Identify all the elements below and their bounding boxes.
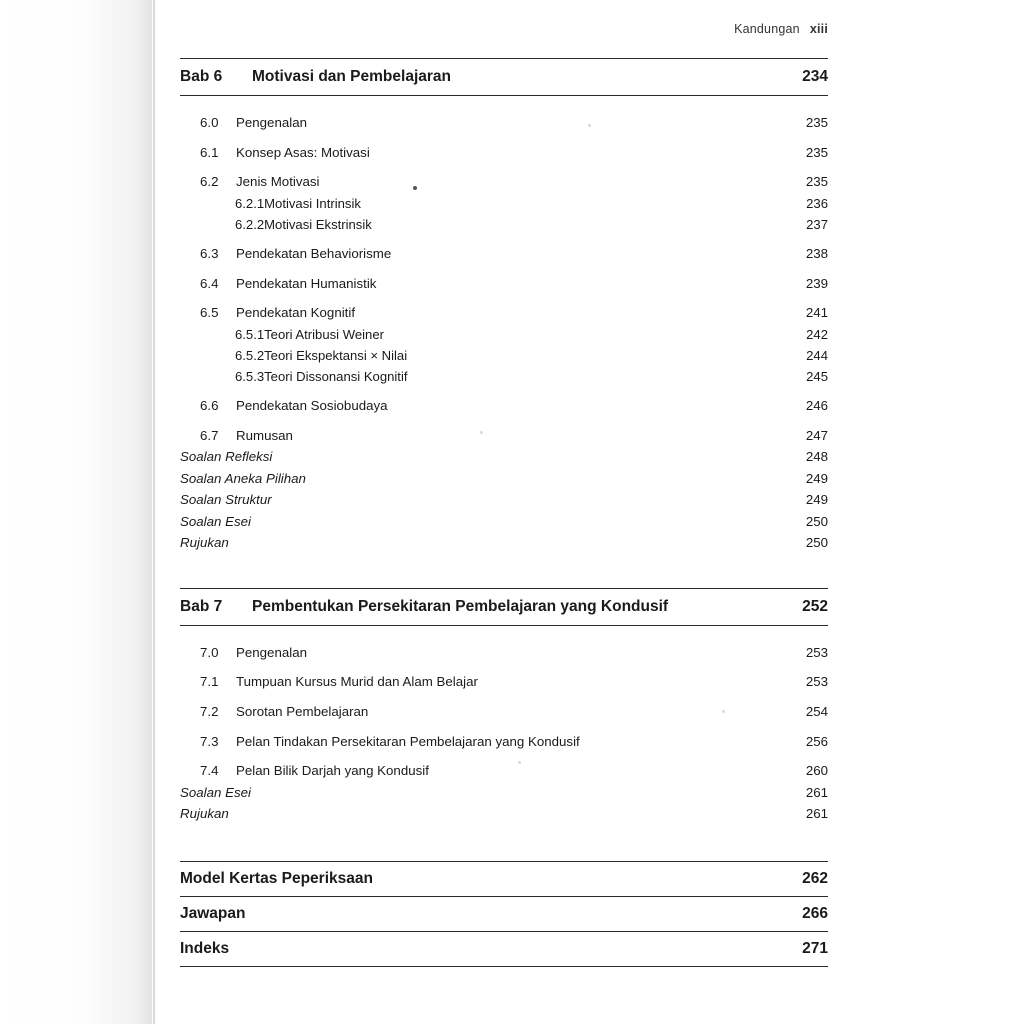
toc-entry-number: 6.3 [200,246,219,261]
toc-entry [180,760,828,782]
back-matter-row [180,861,828,897]
toc-entry-page: 256 [805,733,828,749]
toc-entry [180,731,828,753]
back-matter-title: Indeks [180,939,230,957]
back-matter-list [180,861,828,967]
back-matter-page: 266 [802,904,828,922]
toc-entry-label: Tumpuan Kursus Murid dan Alam Belajar [236,674,478,690]
toc-entry-page: 235 [805,144,828,160]
toc-entry-label: Pengenalan [236,644,307,660]
toc-entry-label: Pengenalan [236,115,307,130]
toc-entry-page: 250 [805,513,828,529]
toc-entry [180,142,828,164]
section-gap [180,560,828,588]
toc-entry-number: 7.1 [200,674,219,690]
toc-entry [180,446,828,468]
scan-speckle [413,186,417,190]
toc-entry-label: Rumusan [236,427,293,443]
toc-entry-number: 7.3 [200,733,219,749]
toc-entry-label: Soalan Aneka Pilihan [180,470,306,486]
scan-speckle [588,124,591,127]
toc-entry-number: 7.4 [200,763,219,779]
toc-entry [180,395,828,417]
toc-entry-page: 248 [805,449,828,465]
toc-entry-page: 246 [805,398,828,414]
toc-entry-label: Teori Atribusi Weiner [264,326,384,342]
toc-entry-page: 241 [805,305,828,321]
toc-entry [180,468,828,490]
toc-entry-page: 253 [805,644,828,660]
chapter-block [180,58,828,554]
toc-entry-page: 249 [805,492,828,508]
toc-entry-label: Soalan Refleksi [180,449,273,465]
toc-entry-label: Jenis Motivasi [236,174,320,190]
toc-entry [180,171,828,193]
toc-entry-number: 6.5 [200,305,219,321]
toc-subentry [180,345,828,366]
toc-entry-label: Pelan Bilik Darjah yang Kondusif [236,763,429,779]
toc-entry-number: 6.2.1 [235,195,265,211]
toc-entry-page: 242 [806,326,828,342]
toc-subentry [180,324,828,345]
toc-entry [180,243,828,265]
toc-entry-page: 260 [805,763,828,779]
toc-entry-page: 244 [806,347,828,363]
toc-entry-label: Pendekatan Humanistik [236,275,377,291]
toc-entry [180,511,828,533]
toc-entry [180,112,828,134]
toc-entry-label: Motivasi Ekstrinsik [264,216,372,232]
toc-entry-label: Motivasi Intrinsik [264,195,361,211]
toc-entry [180,671,828,693]
toc-subentry [180,366,828,387]
toc-entry-label: Teori Ekspektansi × Nilai [264,347,408,363]
toc-entry-page: 249 [805,470,828,486]
toc-entry-page: 236 [806,195,828,211]
toc-entry-page: 247 [805,427,828,443]
book-page [156,0,1024,1024]
toc-entry-number: 7.0 [200,644,219,660]
chapter-title: Motivasi dan Pembelajaran [252,68,451,85]
back-matter-page: 271 [802,939,828,957]
toc-entry [180,701,828,723]
toc-entry-number: 6.1 [200,144,219,160]
toc-entry [180,273,828,295]
toc-entry-page: 254 [805,703,828,719]
back-matter-row [180,897,828,932]
chapter-block [180,588,828,825]
toc-entry-number: 6.4 [200,275,219,291]
toc-entry-page: 239 [805,275,828,291]
back-matter-row [180,932,828,967]
back-matter-page: 262 [802,869,828,887]
toc-entry-page: 261 [805,806,828,822]
running-head [180,22,828,36]
toc-entry-label: Pendekatan Behaviorisme [236,246,392,261]
toc-entry [180,782,828,804]
toc-entry-label: Pelan Tindakan Persekitaran Pembelajaran yang Kondusif [236,733,580,749]
chapter-entries [180,96,828,554]
running-head-page-number: xiii [809,22,828,36]
chapter-entries [180,626,828,825]
chapter-heading [180,588,828,626]
table-of-contents [180,22,828,967]
toc-entry-number: 6.0 [200,115,219,130]
chapter-number: Bab 7 [180,597,223,615]
toc-entry [180,302,828,324]
toc-entry-label: Rujukan [180,535,229,551]
toc-entry-label: Soalan Struktur [180,492,272,508]
toc-entry-label: Pendekatan Sosiobudaya [236,398,388,414]
toc-entry-page: 238 [805,246,828,261]
toc-entry-number: 6.2.2 [235,216,265,232]
toc-entry [180,803,828,825]
chapter-page-number: 252 [802,597,828,615]
toc-entry-page: 253 [805,674,828,690]
toc-entry-label: Teori Dissonansi Kognitif [264,369,408,384]
toc-subentry [180,193,828,214]
back-matter-title: Model Kertas Peperiksaan [180,869,373,887]
toc-entry [180,532,828,554]
scan-speckle [518,761,521,764]
chapter-title: Pembentukan Persekitaran Pembelajaran yang Kondusif [252,597,669,615]
toc-entry-number: 7.2 [200,703,219,719]
toc-entry [180,642,828,664]
toc-entry-page: 235 [805,174,828,190]
toc-entry-number: 6.5.3 [235,369,265,384]
scan-speckle [480,431,483,434]
toc-entry-label: Pendekatan Kognitif [236,305,356,321]
toc-entry-number: 6.5.2 [235,347,265,363]
toc-entry-label: Soalan Esei [180,513,251,529]
toc-entry [180,489,828,511]
toc-entry-page: 261 [805,784,828,800]
toc-entry-label: Rujukan [180,806,229,822]
toc-entry-page: 235 [805,115,828,130]
toc-entry-page: 250 [805,535,828,551]
toc-entry-number: 6.6 [200,398,219,414]
toc-entry-label: Konsep Asas: Motivasi [236,144,370,160]
back-matter-title: Jawapan [180,904,246,922]
toc-entry-number: 6.7 [200,427,219,443]
toc-subentry [180,214,828,235]
chapter-number: Bab 6 [180,68,223,85]
chapter-heading [180,58,828,96]
toc-entry-label: Soalan Esei [180,784,251,800]
toc-entry-number: 6.5.1 [235,326,265,342]
page-edge-line [153,0,155,1024]
chapter-page-number: 234 [802,68,828,85]
toc-entry-number: 6.2 [200,174,219,190]
scan-speckle [722,710,725,713]
toc-entry-label: Sorotan Pembelajaran [236,703,369,719]
toc-entry [180,425,828,447]
running-head-label: Kandungan [734,22,800,36]
toc-entry-page: 245 [806,369,828,384]
toc-entry-page: 237 [806,216,828,232]
page-gutter-shadow [0,0,152,1024]
